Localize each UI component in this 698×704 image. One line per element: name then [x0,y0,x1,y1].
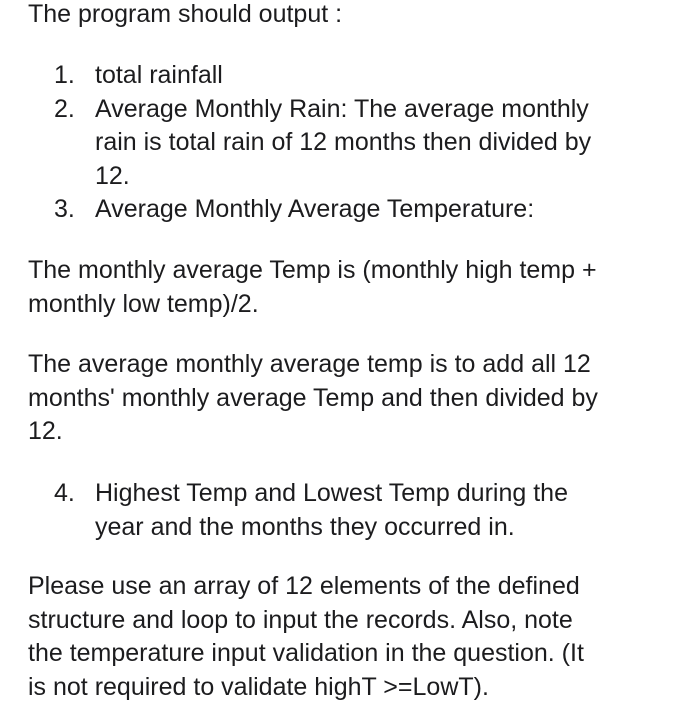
list-item-text: total rainfall [95,59,591,93]
paragraph-average-monthly-average [28,348,598,449]
list-number: 3. [54,193,94,227]
list-item-text: Average Monthly Rain: The average monthly [95,93,591,127]
intro-heading: The program should output : [28,0,342,32]
list-item-text: Highest Temp and Lowest Temp during the [95,477,568,511]
paragraph-line: The average monthly average temp is to add all 12 [28,348,598,382]
paragraph-line: monthly low temp)/2. [28,288,597,322]
paragraph-line: structure and loop to input the records. Also, note [28,604,584,638]
paragraph-instructions [28,570,584,704]
list-number: 2. [54,93,94,127]
list-item-text: year and the months they occurred in. [95,511,568,545]
list-item-text: rain is total rain of 12 months then divided by [95,126,591,160]
paragraph-line: 12. [28,415,598,449]
list-number: 4. [54,477,94,511]
list-item-text: 12. [95,160,591,194]
output-list-continued [28,477,568,544]
list-item [28,477,568,544]
list-number: 1. [54,59,94,93]
list-item [28,193,591,227]
paragraph-line: Please use an array of 12 elements of the defined [28,570,584,604]
list-item-text: Average Monthly Average Temperature: [95,193,591,227]
paragraph-line: is not required to validate highT >=LowT). [28,671,584,704]
paragraph-line: The monthly average Temp is (monthly high temp + [28,254,597,288]
paragraph-monthly-average [28,254,597,321]
output-list [28,59,591,227]
paragraph-line: the temperature input validation in the question. (It [28,637,584,671]
list-item [28,93,591,194]
paragraph-line: months' monthly average Temp and then divided by [28,382,598,416]
list-item [28,59,591,93]
